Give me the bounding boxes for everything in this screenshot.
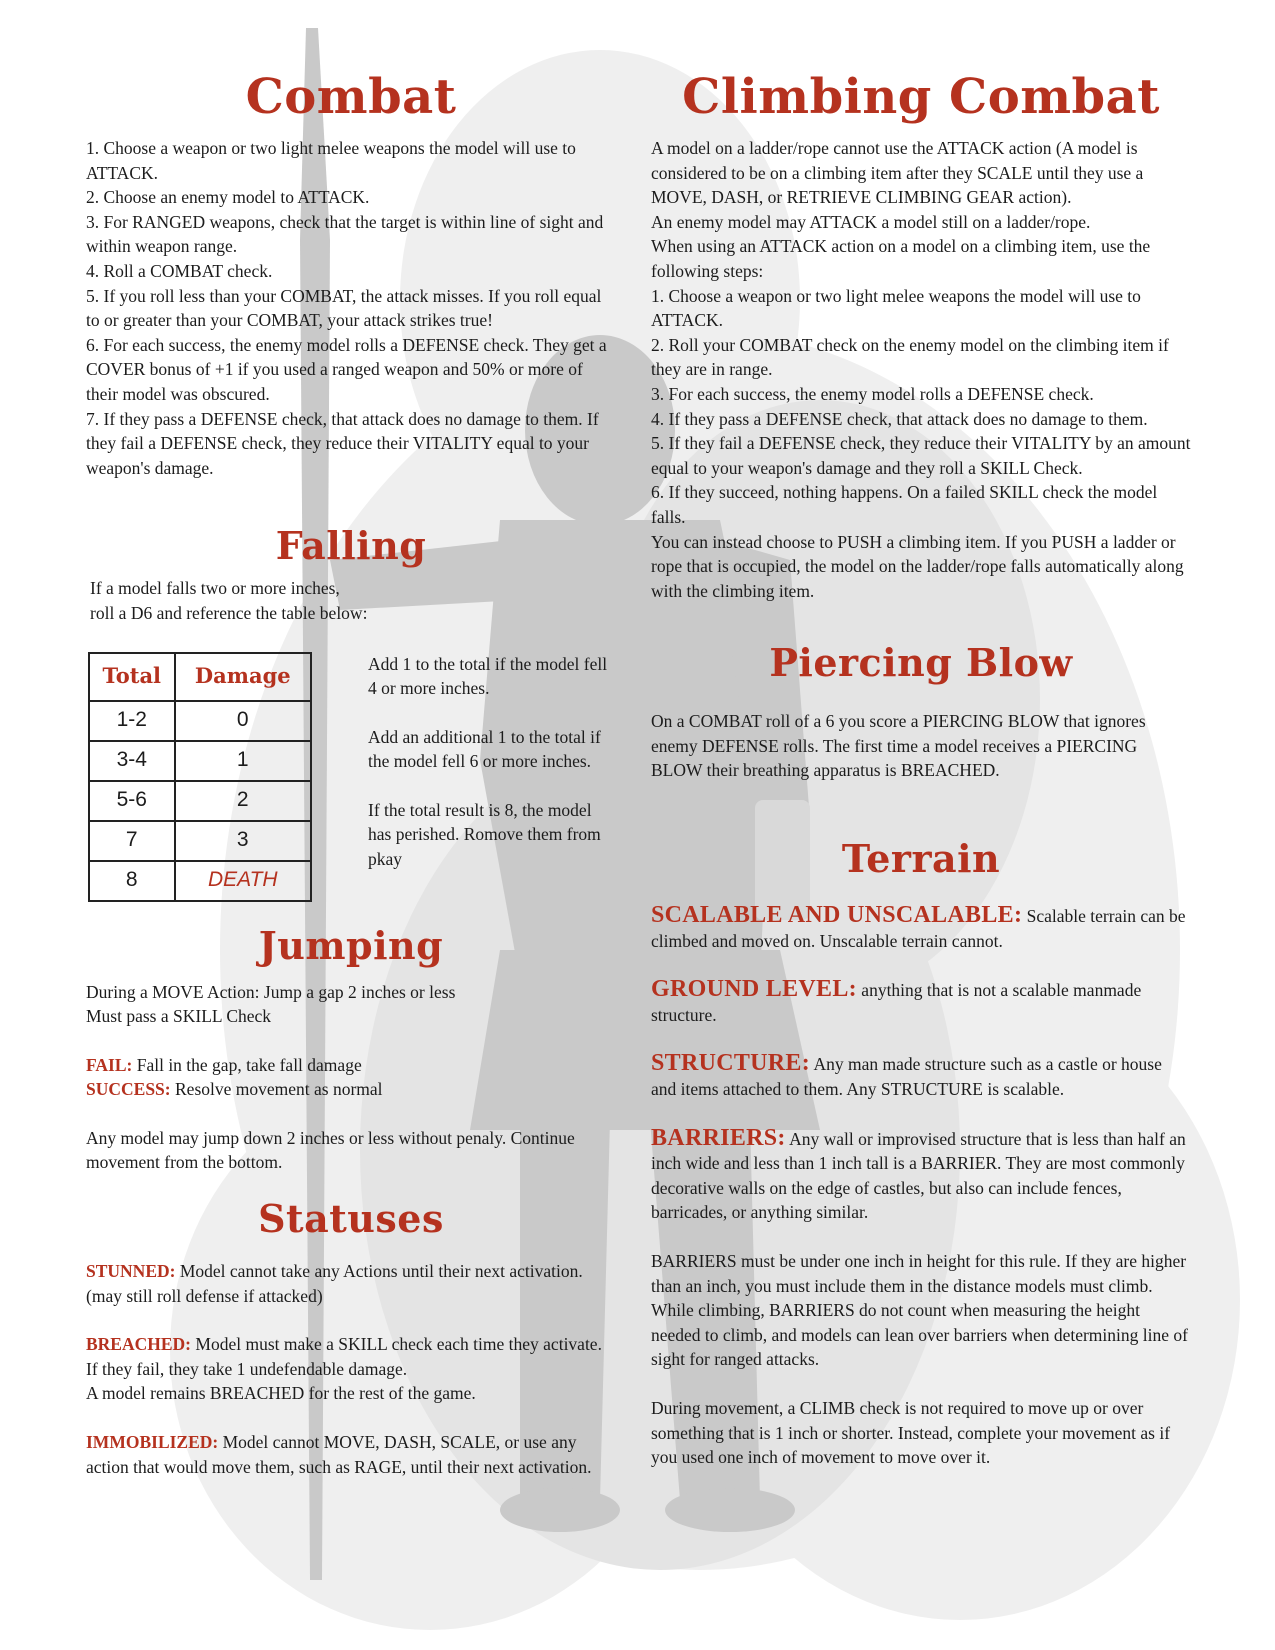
table-header-damage: Damage [175,653,311,701]
table-row [89,861,311,901]
climbing-line-3: When using an ATTACK action on a model on a climbing item, use the following steps: [651,236,1151,281]
combat-step-7: 7. If they pass a DEFENSE check, that attack does no damage to them. If they fail a DEFENSE check, they reduce their VITALITY equal to your weapon's damage. [86,408,599,478]
climbing-step-2: 2. Roll your COMBAT check on the enemy model on the climbing item if they are in range. [651,334,1169,380]
structure-label: STRUCTURE: [651,1050,811,1077]
combat-step-6: 6. For each success, the enemy model rolls a DEFENSE check. They get a COVER bonus of +1 if you used a ranged weapon and 50% or more of their model was obscured. [86,334,607,404]
falling-section [86,652,616,916]
climbing-step-5: 5. If they fail a DEFENSE check, they reduce their VITALITY by an amount equal to your weapon's damage and they roll a SKILL Check. [651,433,1191,478]
table-cell-total: 5-6 [89,781,175,821]
combat-step-4: 4. Roll a COMBAT check. [86,260,273,281]
statuses-rules [86,1259,616,1479]
piercing-blow-text: On a COMBAT roll of a 6 you score a PIERCING BLOW that ignores enemy DEFENSE rolls. The first time a model receives a PIERCING BLOW their breathing apparatus is BREACHED. [651,711,1146,781]
climbing-push: You can instead choose to PUSH a climbing item. If you PUSH a ladder or rope that is occupied, the model on the ladder/rope falls automatically along with the climbing item. [651,531,1184,601]
climbing-combat-title: Climbing Combat [682,69,1160,125]
combat-title: Combat [245,69,457,125]
table-cell-damage: 2 [175,781,311,821]
status-immobilized [86,1430,616,1479]
success-label: SUCCESS: [86,1079,171,1100]
stunned-text: Model cannot take any Actions until their next activation. (may still roll defense if attacked) [86,1261,583,1306]
terrain-scalable [651,903,1191,953]
table-cell-total: 7 [89,821,175,861]
jumping-fail [86,1053,616,1078]
fail-text: Fall in the gap, take fall damage [132,1054,362,1075]
table-cell-damage-death: DEATH [175,861,311,901]
falling-note-3: If the total result is 8, the model has perished. Romove them from pkay [368,799,601,870]
falling-note-2: Add an additional 1 to the total if the model fell 6 or more inches. [368,726,601,772]
fall-damage-table [88,652,312,902]
jumping-title: Jumping [258,922,444,968]
status-breached [86,1332,616,1381]
terrain-ground-level [651,977,1191,1027]
right-column [651,60,1191,1470]
table-row [89,701,311,741]
jumping-success [86,1077,616,1102]
climbing-rules [651,136,1191,603]
terrain-rules [651,903,1191,1470]
statuses-title: Statuses [258,1196,444,1242]
climbing-line-1: A model on a ladder/rope cannot use the ATTACK action (A model is considered to be on a climbing item after they SCALE until they use a MOVE, DASH, or RETRIEVE CLIMBING GEAR action). [651,138,1144,208]
combat-rules [86,136,616,480]
combat-step-5: 5. If you roll less than your COMBAT, the attack misses. If you roll equal to or greater than your COMBAT, your attack strikes true! [86,285,602,331]
jumping-rules [86,980,616,1176]
table-cell-damage: 1 [175,741,311,781]
table-cell-total: 8 [89,861,175,901]
falling-intro-2: roll a D6 and reference the table below: [90,602,368,623]
immobilized-text: Model cannot MOVE, DASH, SCALE, or use any action that would move them, such as RAGE, until their next activation. [86,1432,592,1477]
scalable-text: Scalable terrain can be climbed and moved on. Unscalable terrain cannot. [651,906,1186,951]
falling-title: Falling [275,523,427,569]
climbing-step-4: 4. If they pass a DEFENSE check, that attack does no damage to them. [651,408,1148,429]
barriers-text: Any wall or improvised structure that is less than half an inch wide and less than 1 inch tall is a BARRIER. They are most commonly decorative walls on the edge of castles, but also can include fences, barricades, or anything similar. [651,1128,1186,1223]
falling-intro-1: If a model falls two or more inches, [90,578,340,599]
barriers-paragraph-3: While climbing, BARRIERS do not count when measuring the height needed to climb, and models can lean over barriers when determining line of sight for ranged attacks. [651,1300,1188,1370]
breached-text-2: A model remains BREACHED for the rest of the game. [86,1383,476,1404]
piercing-blow-title: Piercing Blow [769,640,1073,686]
jumping-line-2: Must pass a SKILL Check [86,1006,272,1027]
terrain-barriers [651,1126,1191,1225]
terrain-title: Terrain [841,836,1001,882]
combat-step-1: 1. Choose a weapon or two light melee weapons the model will use to ATTACK. [86,138,576,183]
structure-text: Any man made structure such as a castle or house and items attached to them. Any STRUCTURE is scalable. [651,1054,1162,1100]
ground-level-text: anything that is not a scalable manmade structure. [651,980,1142,1025]
immobilized-label: IMMOBILIZED: [86,1432,219,1453]
ground-level-label: GROUND LEVEL: [651,976,857,1003]
jumping-line-1: During a MOVE Action: Jump a gap 2 inches or less [86,981,456,1002]
climbing-step-1: 1. Choose a weapon or two light melee weapons the model will use to ATTACK. [651,285,1141,331]
combat-step-3: 3. For RANGED weapons, check that the target is within line of sight and within weapon range. [86,211,604,257]
stunned-label: STUNNED: [86,1261,176,1282]
success-text: Resolve movement as normal [170,1079,383,1100]
scalable-label: SCALABLE AND UNSCALABLE: [651,902,1023,929]
breached-text: Model must make a SKILL check each time they activate. If they fail, they take 1 undefendable damage. [86,1334,602,1379]
barriers-label: BARRIERS: [651,1124,786,1151]
climbing-step-6: 6. If they succeed, nothing happens. On a failed SKILL check the model falls. [651,482,1158,527]
table-cell-damage: 0 [175,701,311,741]
falling-notes [368,652,608,896]
jumping-note: Any model may jump down 2 inches or less without penaly. Continue movement from the bottom. [86,1127,575,1173]
barriers-paragraph-4: During movement, a CLIMB check is not required to move up or over something that is 1 inch or shorter. Instead, complete your movement as if you used one inch of movement to move over it. [651,1397,1171,1468]
climbing-step-3: 3. For each success, the enemy model rolls a DEFENSE check. [651,383,1094,404]
table-row [89,821,311,861]
status-stunned [86,1259,616,1308]
table-row [89,741,311,781]
table-cell-damage: 3 [175,821,311,861]
table-row [89,781,311,821]
breached-label: BREACHED: [86,1334,192,1355]
table-cell-total: 1-2 [89,701,175,741]
barriers-paragraph-2: BARRIERS must be under one inch in height for this rule. If they are higher than an inch, you must include them in the distance models must climb. [651,1251,1187,1296]
falling-note-1: Add 1 to the total if the model fell 4 or more inches. [368,653,608,699]
climbing-line-2: An enemy model may ATTACK a model still on a ladder/rope. [651,211,1091,232]
table-cell-total: 3-4 [89,741,175,781]
table-header-total: Total [89,653,175,701]
fail-label: FAIL: [86,1054,133,1075]
terrain-structure [651,1051,1191,1101]
left-column [86,60,616,1479]
combat-step-2: 2. Choose an enemy model to ATTACK. [86,187,370,208]
